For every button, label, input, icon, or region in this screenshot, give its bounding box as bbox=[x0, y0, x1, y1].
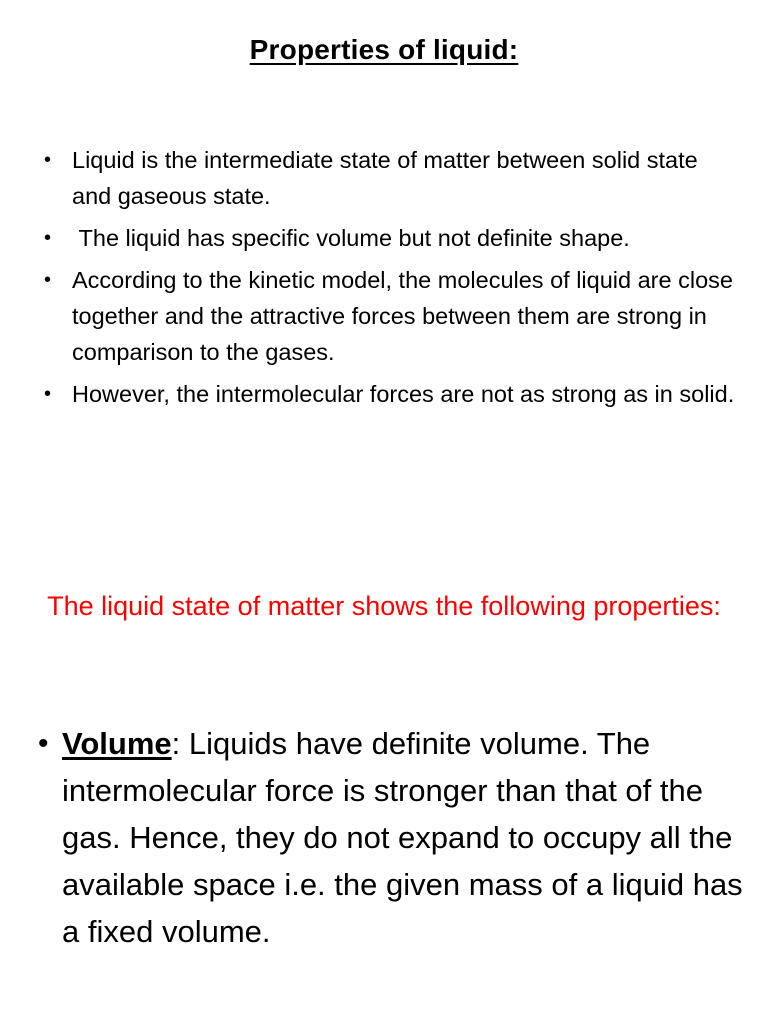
list-item bbox=[0, 376, 768, 412]
bullet-icon: • bbox=[44, 383, 52, 405]
volume-point bbox=[0, 720, 768, 955]
volume-term: Volume bbox=[62, 726, 172, 761]
volume-description: : Liquids have definite volume. The intermolecular force is stronger than that of the gas. Hence, they do not expand to occupy all the available space i.e. the given mass of a liquid has a fixed volume. bbox=[62, 726, 743, 949]
bullet-text: The liquid has specific volume but not definite shape. bbox=[72, 225, 630, 251]
bullet-icon: • bbox=[44, 269, 52, 291]
list-item bbox=[0, 262, 768, 370]
bullet-text: Liquid is the intermediate state of matter between solid state and gaseous state. bbox=[72, 147, 705, 209]
bullet-icon: • bbox=[44, 227, 52, 249]
list-item bbox=[0, 142, 768, 214]
bullet-icon: • bbox=[38, 727, 49, 760]
volume-paragraph bbox=[0, 720, 768, 955]
bullet-text: However, the intermolecular forces are not as strong as in solid. bbox=[72, 381, 735, 407]
bullet-text: According to the kinetic model, the molecules of liquid are close together and the attractive forces between them are strong in comparison to the gases. bbox=[72, 267, 740, 365]
list-item bbox=[0, 220, 768, 256]
bullet-list bbox=[0, 142, 768, 418]
bullet-icon: • bbox=[44, 149, 52, 171]
properties-heading: The liquid state of matter shows the following properties: bbox=[47, 591, 721, 621]
slide-title: Properties of liquid: bbox=[249, 34, 519, 65]
